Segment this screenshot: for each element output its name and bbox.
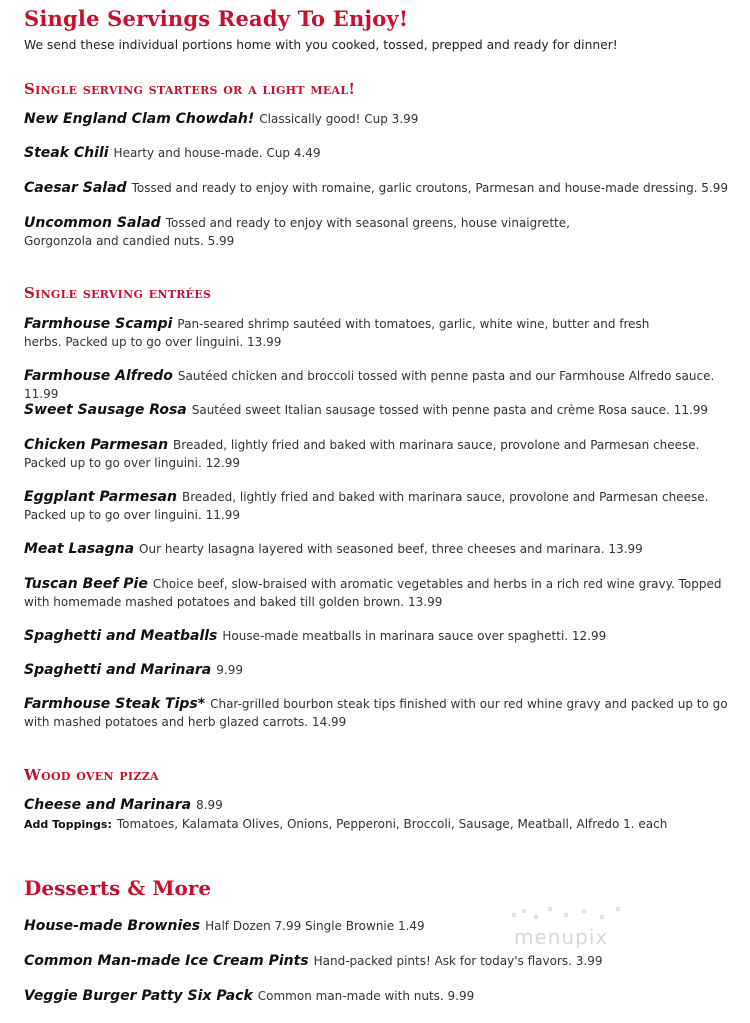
item-name: Sweet Sausage Rosa: [24, 402, 187, 418]
item-name: Caesar Salad: [24, 180, 127, 196]
menu-item: [24, 987, 736, 1005]
item-description: Choice beef, slow-braised with aromatic vegetables and herbs in a rich red wine gravy. Topped with homemade mashed potatoes and baked till golden brown. 13.99: [24, 577, 722, 609]
menu-item: [24, 796, 736, 814]
item-name: Farmhouse Scampi: [24, 316, 173, 332]
menu-item: [24, 315, 664, 351]
menu-item: [24, 401, 736, 419]
menu-item: [24, 367, 736, 403]
item-description: Sautéed sweet Italian sausage tossed with penne pasta and crème Rosa sauce. 11.99: [191, 403, 709, 417]
page-title: Single Servings Ready To Enjoy!: [24, 6, 409, 31]
item-name: Veggie Burger Patty Six Pack: [24, 988, 253, 1004]
item-name: Chicken Parmesan: [24, 437, 169, 453]
menu-item: [24, 488, 736, 524]
menu-item: [24, 179, 736, 197]
section-heading-entrees: Single serving entrées: [24, 284, 212, 302]
menu-item: [24, 214, 624, 250]
item-description: House-made meatballs in marinara sauce over spaghetti. 12.99: [222, 629, 607, 643]
item-name: Steak Chili: [24, 145, 109, 161]
item-description: Our hearty lasagna layered with seasoned beef, three cheeses and marinara. 13.99: [139, 542, 643, 556]
toppings-label: Add Toppings:: [24, 818, 112, 831]
item-price: 8.99: [196, 798, 223, 812]
item-description: Half Dozen 7.99 Single Brownie 1.49: [205, 919, 425, 933]
menu-item: [24, 661, 736, 679]
item-description: Breaded, lightly fried and baked with marinara sauce, provolone and Parmesan cheese. Packed up to go over linguini. 11.99: [24, 490, 709, 522]
item-description: Hearty and house-made. Cup 4.49: [113, 146, 321, 160]
menu-item: [24, 436, 736, 472]
menu-item: [24, 695, 736, 731]
item-description: Classically good! Cup 3.99: [259, 112, 419, 126]
item-name: Cheese and Marinara: [24, 797, 192, 813]
menu-item: [24, 540, 736, 558]
section-heading-starters: Single serving starters or a light meal!: [24, 80, 356, 98]
menu-item: [24, 627, 736, 645]
menu-item: [24, 144, 736, 162]
item-description: Char-grilled bourbon steak tips finished with our red whine gravy and packed up to go with mashed potatoes and herb glazed carrots. 14.99: [24, 697, 728, 729]
item-description: Tossed and ready to enjoy with romaine, garlic croutons, Parmesan and house-made dressing. 5.99: [131, 181, 729, 195]
watermark-text: menupix: [514, 925, 609, 949]
menu-item: [24, 952, 736, 970]
toppings-list: Tomatoes, Kalamata Olives, Onions, Pepperoni, Broccoli, Sausage, Meatball, Alfredo 1. each: [116, 817, 668, 831]
item-name: Eggplant Parmesan: [24, 489, 177, 505]
section-heading-desserts: Desserts & More: [24, 876, 212, 900]
item-description: Tossed and ready to enjoy with seasonal greens, house vinaigrette, Gorgonzola and candied nuts. 5.99: [24, 216, 570, 248]
item-name: Farmhouse Steak Tips*: [24, 696, 206, 712]
item-description: 9.99: [216, 663, 243, 677]
menu-item: [24, 575, 736, 611]
item-description: Breaded, lightly fried and baked with marinara sauce, provolone and Parmesan cheese. Packed up to go over linguini. 12.99: [24, 438, 700, 470]
menu-item: [24, 110, 736, 128]
item-description: Pan-seared shrimp sautéed with tomatoes, garlic, white wine, butter and fresh herbs. Packed up to go over linguini. 13.99: [24, 317, 650, 349]
watermark-dots-icon: [512, 905, 632, 923]
item-name: Farmhouse Alfredo: [24, 368, 173, 384]
section-heading-pizza: Wood oven pizza: [24, 766, 159, 784]
item-name: Common Man-made Ice Cream Pints: [24, 953, 309, 969]
item-name: Spaghetti and Meatballs: [24, 628, 218, 644]
item-name: Spaghetti and Marinara: [24, 662, 212, 678]
item-name: Meat Lasagna: [24, 541, 135, 557]
item-description: Sautéed chicken and broccoli tossed with penne pasta and our Farmhouse Alfredo sauce. 11.99: [24, 369, 715, 401]
item-name: Uncommon Salad: [24, 215, 161, 231]
item-name: New England Clam Chowdah!: [24, 111, 255, 127]
item-description: Common man-made with nuts. 9.99: [257, 989, 475, 1003]
intro-text: We send these individual portions home with you cooked, tossed, prepped and ready for dinner!: [24, 38, 618, 52]
item-name: House-made Brownies: [24, 918, 201, 934]
toppings-line: [24, 815, 736, 834]
item-description: Hand-packed pints! Ask for today's flavors. 3.99: [313, 954, 603, 968]
item-name: Tuscan Beef Pie: [24, 576, 148, 592]
